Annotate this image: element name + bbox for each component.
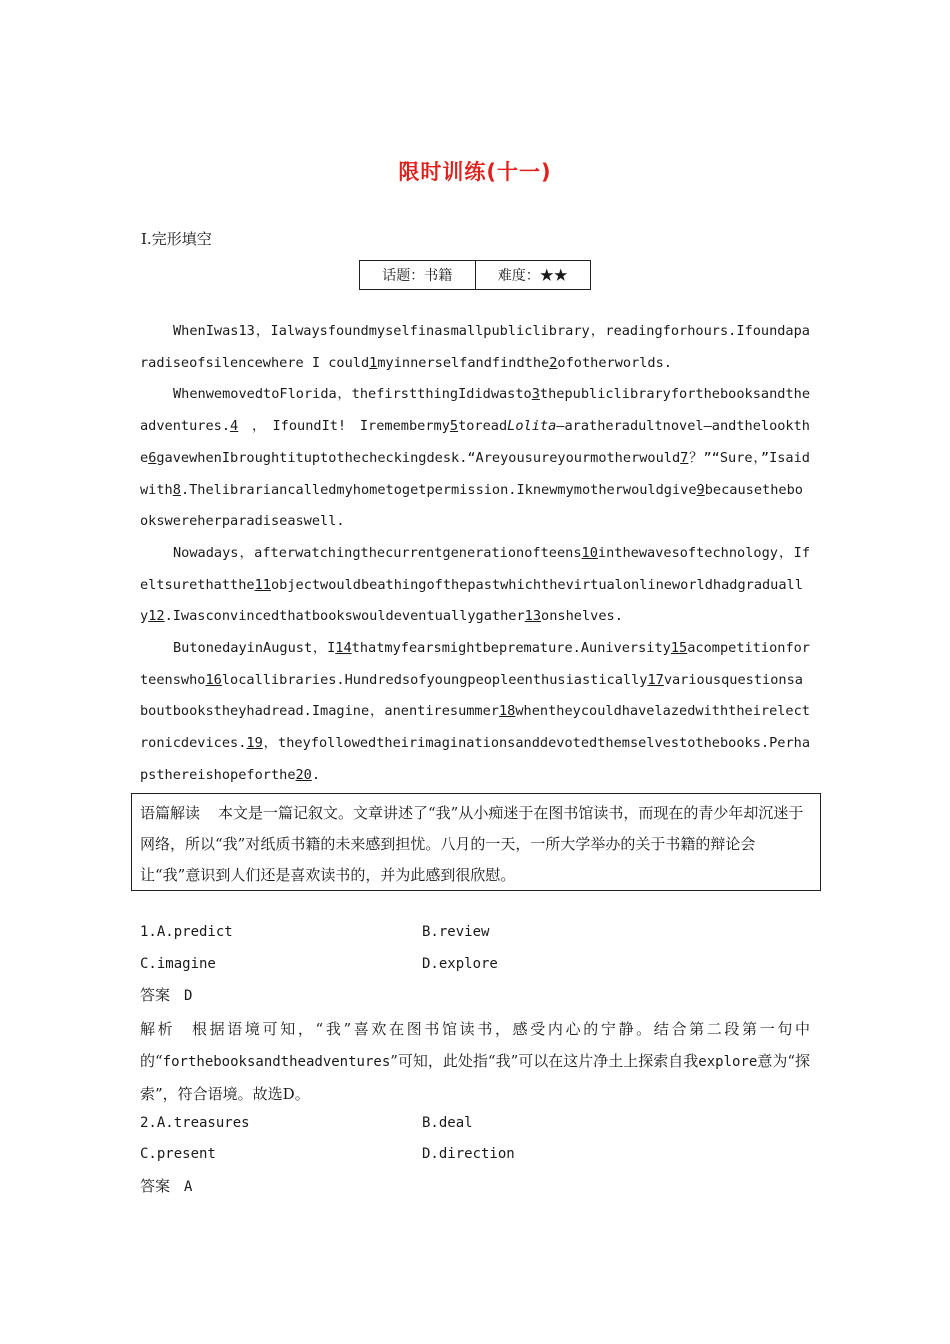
blank-19: 19 bbox=[246, 735, 263, 752]
q2-option-b: B.deal bbox=[422, 1115, 473, 1131]
q2-answer-label: 答案 bbox=[140, 1177, 171, 1195]
blank-2: 2 bbox=[549, 354, 558, 371]
q1-analysis bbox=[140, 1013, 810, 1110]
passage-text: ，theyfollowedtheirimaginationsanddevotedthemselvestothebooks.Perhapsthereishopeforthe bbox=[140, 735, 810, 783]
blank-3: 3 bbox=[531, 386, 540, 403]
blank-6: 6 bbox=[148, 449, 157, 466]
blank-1: 1 bbox=[369, 354, 378, 371]
q1-option-d: D.explore bbox=[422, 956, 498, 972]
passage-text: ButonedayinAugust，I bbox=[173, 640, 336, 657]
passage-text: objectwouldbeathingofthepastwhichthevirtualonlineworldhadgradually bbox=[140, 576, 803, 625]
passage-text: variousquestionsaboutbookstheyhadread.Imagine，anentiresummer bbox=[140, 671, 803, 720]
passage-text: ofotherworlds. bbox=[557, 354, 672, 371]
passage-text: .Thelibrariancalledmyhometogetpermission.Iknewmymotherwouldgive bbox=[180, 481, 697, 498]
note-text: 本文是一篇记叙文。文章讲述了“我”从小痴迷于在图书馆读书，而现在的青少年却沉迷于网络，所以“我”对纸质书籍的未来感到担忧。八月的一天，一所大学举办的关于书籍的辩论会让“我”意识到人们还是喜欢读书的，并为此感到很欣慰。 bbox=[140, 804, 804, 884]
blank-9: 9 bbox=[696, 481, 705, 498]
q2-option-d: D.direction bbox=[422, 1146, 515, 1162]
q1-analysis-word: explore bbox=[698, 1054, 758, 1070]
cloze-passage bbox=[140, 316, 810, 792]
q2-option-a: 2.A.treasures bbox=[140, 1115, 250, 1131]
q2-answer-value: A bbox=[184, 1179, 193, 1195]
blank-15: 15 bbox=[670, 640, 688, 657]
passage-paragraph-3 bbox=[140, 538, 810, 633]
blank-18: 18 bbox=[498, 703, 516, 720]
blank-11: 11 bbox=[254, 576, 271, 593]
q1-option-a: 1.A.predict bbox=[140, 924, 233, 940]
q1-answer bbox=[140, 985, 192, 1006]
passage-paragraph-1 bbox=[140, 316, 810, 379]
book-title: Lolita bbox=[507, 418, 557, 435]
page-title: 限时训练(十一) bbox=[398, 160, 552, 184]
q1-analysis-text-3: 意为“探索”，符合语境。故选D。 bbox=[140, 1052, 810, 1103]
passage-text: acompetitionforteenswho bbox=[140, 640, 810, 688]
q1-option-b: B.review bbox=[422, 924, 490, 940]
blank-14: 14 bbox=[335, 640, 352, 657]
passage-paragraph-2 bbox=[140, 379, 810, 538]
blank-7: 7 bbox=[680, 449, 689, 466]
q2-option-c: C.present bbox=[140, 1146, 216, 1162]
passage-text: Nowadays，afterwatchingthecurrentgenerationofteens bbox=[173, 544, 582, 561]
topic-box bbox=[359, 260, 591, 290]
passage-text: becausethebookswereherparadiseaswell. bbox=[140, 481, 803, 530]
reading-note-box bbox=[131, 793, 821, 891]
passage-text: y bbox=[441, 418, 450, 435]
blank-5: 5 bbox=[449, 418, 459, 435]
difficulty-label: 难度：★★ bbox=[497, 268, 568, 284]
passage-text: inthewavesoftechnology，Ifeltsurethatthe bbox=[140, 544, 811, 593]
q1-analysis-text-1: 根据语境可知，“我”喜欢在图书馆读书，感受内心的宁静。结合第二段第一句中的“ bbox=[140, 1020, 810, 1070]
blank-13: 13 bbox=[524, 608, 542, 625]
blank-8: 8 bbox=[172, 481, 181, 498]
passage-text: gavewhenIbroughtituptothecheckingdesk.“Areyousureyourmotherwould bbox=[156, 449, 681, 466]
blank-12: 12 bbox=[148, 608, 165, 625]
passage-text: onshelves. bbox=[541, 608, 623, 625]
passage-text: .Iwasconvincedthatbookswouldeventuallygather bbox=[164, 608, 525, 625]
blank-17: 17 bbox=[647, 671, 664, 688]
passage-text: —aratheradultnovel—andthelookthe bbox=[140, 418, 810, 466]
passage-text: toread bbox=[458, 418, 508, 435]
passage-text: myinnerselfandfindthe bbox=[377, 354, 550, 371]
blank-4: 4 bbox=[230, 418, 239, 435]
passage-text: . bbox=[311, 766, 321, 783]
topic-label: 话题：书籍 bbox=[360, 261, 476, 289]
note-label: 语篇解读 bbox=[140, 804, 201, 822]
q1-analysis-quote: forthebooksandtheadventures bbox=[162, 1054, 391, 1070]
q1-option-c: C.imagine bbox=[140, 956, 216, 972]
q2-answer bbox=[140, 1176, 192, 1197]
passage-text: ， IfoundIt! Irememberm bbox=[238, 418, 442, 435]
passage-text: locallibraries.Hundredsofyoungpeopleenthusiastically bbox=[221, 671, 648, 688]
q1-analysis-text-2: ”可知，此处指“我”可以在这片净土上探索自我 bbox=[390, 1052, 699, 1070]
q1-analysis-label: 解析 bbox=[140, 1020, 176, 1038]
passage-text: whentheycouldhavelazedwiththeirelectronicdevices. bbox=[140, 703, 810, 752]
passage-text: WhenIwas13，Ialwaysfoundmyselfinasmallpubliclibrary，readingforhours.Ifoundaparadiseofsilencewhere I could bbox=[140, 323, 810, 371]
blank-10: 10 bbox=[581, 544, 598, 561]
passage-paragraph-4 bbox=[140, 633, 810, 792]
blank-20: 20 bbox=[295, 766, 312, 783]
q1-answer-label: 答案 bbox=[140, 986, 171, 1004]
passage-text: ？”“Sure，”Isaidwith bbox=[140, 449, 810, 498]
passage-text: thatmyfearsmightbepremature.Auniversity bbox=[351, 640, 671, 657]
section-heading: Ⅰ.完形填空 bbox=[141, 230, 212, 248]
q1-answer-value: D bbox=[184, 988, 193, 1004]
passage-text: WhenwemovedtoFlorida，thefirstthingIdidwasto bbox=[173, 386, 532, 403]
blank-16: 16 bbox=[205, 671, 222, 688]
passage-text: thepubliclibraryforthebooksandtheadventures. bbox=[140, 386, 810, 435]
